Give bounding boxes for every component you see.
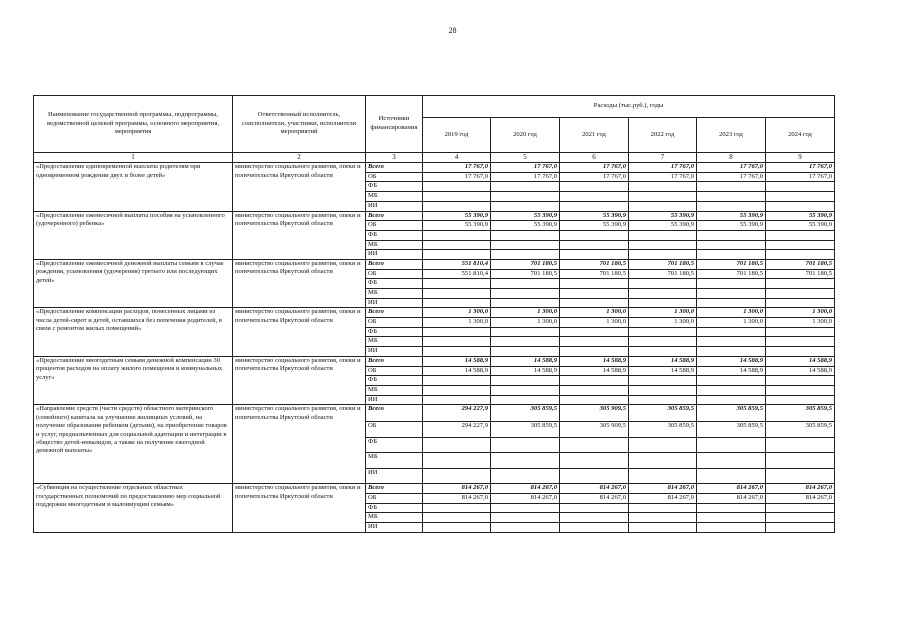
expense-value — [697, 376, 766, 386]
funding-source: МБ — [366, 289, 423, 299]
expense-value — [423, 469, 491, 484]
funding-source: ОБ — [366, 421, 423, 437]
funding-source: МБ — [366, 240, 423, 250]
expense-value: 551 810,4 — [423, 259, 491, 269]
expense-value — [629, 513, 697, 523]
column-number: 8 — [697, 153, 766, 163]
expense-value: 701 180,5 — [560, 259, 629, 269]
header-year: 2024 год — [766, 118, 835, 153]
expense-value: 14 588,9 — [491, 356, 560, 366]
expense-value: 814 267,0 — [491, 484, 560, 494]
expense-value — [766, 240, 835, 250]
expense-value — [560, 240, 629, 250]
expense-value — [423, 347, 491, 357]
expense-value: 701 180,5 — [629, 259, 697, 269]
expense-value — [560, 347, 629, 357]
funding-source: ФБ — [366, 182, 423, 192]
table-row — [34, 484, 835, 494]
expense-value: 701 180,5 — [491, 259, 560, 269]
expense-value: 55 390,9 — [766, 221, 835, 231]
expense-value — [491, 250, 560, 260]
funding-source: ИИ — [366, 347, 423, 357]
header-year: 2022 год — [629, 118, 697, 153]
expense-value — [629, 201, 697, 211]
expense-value: 14 588,9 — [560, 356, 629, 366]
expense-value — [560, 385, 629, 395]
expense-value — [629, 523, 697, 533]
funding-source: ОБ — [366, 172, 423, 182]
table-row — [34, 308, 835, 318]
expense-value: 14 588,9 — [766, 356, 835, 366]
expense-value — [697, 201, 766, 211]
expense-value — [629, 395, 697, 405]
expense-value — [491, 437, 560, 452]
expense-value — [491, 298, 560, 308]
expense-value — [697, 279, 766, 289]
expense-value — [697, 250, 766, 260]
table-row — [34, 211, 835, 221]
expense-value — [560, 289, 629, 299]
expense-value: 305 859,5 — [629, 421, 697, 437]
expense-value — [766, 513, 835, 523]
expense-value — [697, 503, 766, 513]
expense-value: 14 588,9 — [491, 366, 560, 376]
expense-value: 14 588,9 — [423, 366, 491, 376]
table-body — [34, 163, 835, 533]
expense-value — [560, 376, 629, 386]
expense-value — [629, 337, 697, 347]
expense-value — [629, 240, 697, 250]
expense-value: 305 859,5 — [766, 421, 835, 437]
funding-source: МБ — [366, 385, 423, 395]
expense-value: 17 767,0 — [697, 172, 766, 182]
expense-value — [560, 337, 629, 347]
funding-source: Всего — [366, 484, 423, 494]
expense-value — [560, 192, 629, 202]
expense-value — [491, 376, 560, 386]
expense-value — [491, 523, 560, 533]
expense-value — [423, 503, 491, 513]
expense-value: 17 767,0 — [629, 163, 697, 173]
expense-value — [491, 230, 560, 240]
expense-value: 701 180,5 — [491, 269, 560, 279]
expense-value: 1 300,0 — [629, 318, 697, 328]
funding-source: ИИ — [366, 523, 423, 533]
expense-value — [697, 523, 766, 533]
expense-value — [629, 279, 697, 289]
expense-value: 814 267,0 — [697, 484, 766, 494]
expense-value — [491, 240, 560, 250]
expense-value — [629, 385, 697, 395]
expense-value — [560, 469, 629, 484]
expense-value: 814 267,0 — [629, 494, 697, 504]
expense-value — [423, 192, 491, 202]
expense-value: 17 767,0 — [560, 172, 629, 182]
expense-value: 14 588,9 — [697, 356, 766, 366]
expense-value: 17 767,0 — [491, 163, 560, 173]
funding-source: МБ — [366, 337, 423, 347]
expense-value: 17 767,0 — [491, 172, 560, 182]
funding-source: Всего — [366, 211, 423, 221]
expense-value — [423, 385, 491, 395]
expense-value — [423, 513, 491, 523]
measure-name: «Предоставление многодетным семьям денежной компенсации 30 процентов расходов на оплату жилого помещения и коммунальных услуг» — [34, 356, 233, 404]
expense-value — [491, 289, 560, 299]
expense-value — [766, 395, 835, 405]
expense-value — [697, 327, 766, 337]
measure-executor: министерство социального развития, опеки и попечительства Иркутской области — [233, 163, 366, 211]
header-expenses: Расходы (тыс.руб.), годы — [423, 96, 835, 118]
funding-source: ОБ — [366, 366, 423, 376]
funding-source: ИИ — [366, 250, 423, 260]
measure-executor: министерство социального развития, опеки и попечительства Иркутской области — [233, 356, 366, 404]
program-expenses-table — [33, 95, 835, 533]
column-number: 3 — [366, 153, 423, 163]
expense-value — [766, 503, 835, 513]
table-row — [34, 356, 835, 366]
expense-value: 1 300,0 — [560, 318, 629, 328]
expense-value — [423, 395, 491, 405]
expense-value — [423, 327, 491, 337]
expense-value: 1 300,0 — [560, 308, 629, 318]
expense-value: 1 300,0 — [423, 318, 491, 328]
measure-executor: министерство социального развития, опеки и попечительства Иркутской области — [233, 405, 366, 484]
expense-value — [697, 513, 766, 523]
expense-value: 1 300,0 — [491, 318, 560, 328]
funding-source: Всего — [366, 308, 423, 318]
expense-value — [491, 513, 560, 523]
expense-value: 55 390,9 — [423, 221, 491, 231]
expense-value — [629, 437, 697, 452]
expense-value — [766, 192, 835, 202]
expense-value: 14 588,9 — [629, 356, 697, 366]
expense-value — [423, 337, 491, 347]
expense-value: 814 267,0 — [423, 494, 491, 504]
expense-value — [423, 298, 491, 308]
expense-value: 701 180,5 — [766, 269, 835, 279]
expense-value — [560, 452, 629, 468]
expense-value — [491, 385, 560, 395]
column-number: 6 — [560, 153, 629, 163]
expense-value — [560, 327, 629, 337]
expense-value: 1 300,0 — [697, 318, 766, 328]
expense-value: 1 300,0 — [629, 308, 697, 318]
expense-value — [766, 376, 835, 386]
funding-source: ФБ — [366, 437, 423, 452]
expense-value: 17 767,0 — [766, 172, 835, 182]
expense-value: 14 588,9 — [423, 356, 491, 366]
header-sources: Источники финансирования — [366, 96, 423, 153]
expense-value: 17 767,0 — [423, 163, 491, 173]
expense-value — [629, 376, 697, 386]
expense-value — [766, 182, 835, 192]
expense-value — [560, 503, 629, 513]
expense-value — [697, 289, 766, 299]
expense-value — [491, 503, 560, 513]
measure-name: «Направление средств (части средств) областного материнского (семейного) капитала на улучшение жилищных условий, на получение образования ребенком (детьми), на приобретение товаров и услуг, предназначенных для социальной адаптации и интеграции в общество детей-инвалидов, а также на получение ежегодной денежной выплаты» — [34, 405, 233, 484]
expense-value — [766, 523, 835, 533]
funding-source: ФБ — [366, 503, 423, 513]
expense-value — [697, 469, 766, 484]
funding-source: ФБ — [366, 230, 423, 240]
expense-value — [629, 298, 697, 308]
funding-source: ИИ — [366, 298, 423, 308]
funding-source: ФБ — [366, 279, 423, 289]
expense-value — [697, 385, 766, 395]
expense-value — [423, 523, 491, 533]
expense-value: 14 588,9 — [560, 366, 629, 376]
expense-value — [491, 469, 560, 484]
expense-value — [766, 469, 835, 484]
measure-name: «Предоставление ежемесячной денежной выплаты семьям в случае рождения, усыновления (удочерения) третьего или последующих детей» — [34, 259, 233, 307]
funding-source: ФБ — [366, 376, 423, 386]
expense-value: 14 588,9 — [697, 366, 766, 376]
column-number: 5 — [491, 153, 560, 163]
funding-source: ИИ — [366, 395, 423, 405]
expense-value: 1 300,0 — [766, 308, 835, 318]
expense-value: 305 909,5 — [560, 405, 629, 421]
expense-value — [423, 201, 491, 211]
expense-value — [766, 230, 835, 240]
expense-value — [697, 230, 766, 240]
funding-source: Всего — [366, 405, 423, 421]
funding-source: ОБ — [366, 269, 423, 279]
expense-value: 1 300,0 — [423, 308, 491, 318]
expense-value — [560, 182, 629, 192]
table-row — [34, 405, 835, 421]
expense-value: 17 767,0 — [697, 163, 766, 173]
expense-value: 701 180,5 — [697, 269, 766, 279]
expense-value — [491, 279, 560, 289]
expense-value: 814 267,0 — [697, 494, 766, 504]
expense-value: 17 767,0 — [560, 163, 629, 173]
header-year: 2020 год — [491, 118, 560, 153]
funding-source: ФБ — [366, 327, 423, 337]
expense-value: 55 390,9 — [491, 221, 560, 231]
header-executor: Ответственный исполнитель, соисполнители, участники, исполнители мероприятий — [233, 96, 366, 153]
header-year: 2023 год — [697, 118, 766, 153]
expense-value — [629, 452, 697, 468]
measure-name: «Предоставление компенсации расходов, понесенных лицами из числа детей-сирот и детей, оставшихся без попечения родителей, в связи с ремонтом жилых помещений» — [34, 308, 233, 356]
expense-value — [560, 279, 629, 289]
expense-value: 14 588,9 — [766, 366, 835, 376]
expense-value — [560, 250, 629, 260]
expense-value: 814 267,0 — [766, 484, 835, 494]
expense-value — [697, 437, 766, 452]
funding-source: МБ — [366, 513, 423, 523]
measure-executor: министерство социального развития, опеки и попечительства Иркутской области — [233, 259, 366, 307]
funding-source: Всего — [366, 356, 423, 366]
expense-value — [491, 337, 560, 347]
expense-value: 814 267,0 — [560, 484, 629, 494]
column-number: 4 — [423, 153, 491, 163]
expense-value — [560, 395, 629, 405]
funding-source: ИИ — [366, 469, 423, 484]
expense-value: 701 180,5 — [766, 259, 835, 269]
page-number: 28 — [448, 26, 457, 35]
expense-value — [491, 192, 560, 202]
measure-executor: министерство социального развития, опеки и попечительства Иркутской области — [233, 308, 366, 356]
expense-value — [423, 452, 491, 468]
expense-value — [560, 298, 629, 308]
expense-value — [629, 192, 697, 202]
expense-value: 55 390,9 — [766, 211, 835, 221]
expense-value — [491, 395, 560, 405]
expense-value: 701 180,5 — [560, 269, 629, 279]
expense-value: 17 767,0 — [766, 163, 835, 173]
expense-value: 305 909,5 — [560, 421, 629, 437]
expense-value: 701 180,5 — [629, 269, 697, 279]
expense-value: 294 227,9 — [423, 405, 491, 421]
expense-value — [560, 523, 629, 533]
expense-value — [491, 327, 560, 337]
expense-value: 305 859,5 — [491, 421, 560, 437]
expense-value: 17 767,0 — [423, 172, 491, 182]
expense-value: 701 180,5 — [697, 259, 766, 269]
expense-value: 305 859,5 — [766, 405, 835, 421]
expense-value — [629, 289, 697, 299]
funding-source: ОБ — [366, 221, 423, 231]
expense-value — [766, 250, 835, 260]
header-year: 2019 год — [423, 118, 491, 153]
expense-value — [766, 347, 835, 357]
column-number: 2 — [233, 153, 366, 163]
expense-value — [766, 437, 835, 452]
expense-value — [766, 337, 835, 347]
expense-value — [697, 347, 766, 357]
table-row — [34, 163, 835, 173]
expense-value — [560, 437, 629, 452]
expense-value: 55 390,9 — [560, 221, 629, 231]
expense-value — [697, 240, 766, 250]
measure-name: «Субвенция на осуществление отдельных областных государственных полномочий по предоставлению мер социальной поддержки многодетным и малоимущим семьям» — [34, 484, 233, 533]
table-row — [34, 259, 835, 269]
expense-value: 55 390,9 — [560, 211, 629, 221]
expense-value: 1 300,0 — [491, 308, 560, 318]
expense-value — [697, 182, 766, 192]
expense-value — [423, 250, 491, 260]
expense-value — [629, 503, 697, 513]
funding-source: ИИ — [366, 201, 423, 211]
expense-value — [423, 437, 491, 452]
column-number: 9 — [766, 153, 835, 163]
expense-value — [560, 513, 629, 523]
funding-source: ОБ — [366, 494, 423, 504]
expense-value: 17 767,0 — [629, 172, 697, 182]
column-number: 1 — [34, 153, 233, 163]
expense-value — [766, 385, 835, 395]
expense-value — [423, 240, 491, 250]
expense-value: 305 859,5 — [697, 405, 766, 421]
expense-value — [766, 327, 835, 337]
expense-value — [491, 347, 560, 357]
expense-value: 55 390,9 — [697, 221, 766, 231]
expense-value — [629, 327, 697, 337]
expense-value — [629, 182, 697, 192]
expense-value: 294 227,9 — [423, 421, 491, 437]
expense-value — [697, 395, 766, 405]
expense-value — [697, 192, 766, 202]
expense-value: 814 267,0 — [423, 484, 491, 494]
funding-source: Всего — [366, 259, 423, 269]
measure-name: «Предоставление единовременной выплаты родителям при одновременном рождении двух и более детей» — [34, 163, 233, 211]
expense-value — [766, 452, 835, 468]
expense-value: 55 390,9 — [697, 211, 766, 221]
funding-source: МБ — [366, 452, 423, 468]
expense-value — [423, 230, 491, 240]
expense-value: 55 390,9 — [423, 211, 491, 221]
expense-value — [697, 298, 766, 308]
expense-value — [423, 376, 491, 386]
expense-value: 305 859,5 — [629, 405, 697, 421]
expense-value — [766, 201, 835, 211]
expense-value — [423, 182, 491, 192]
header-name: Наименование государственной программы, подпрограммы, ведомственной целевой программы, основного мероприятия, мероприятия — [34, 96, 233, 153]
expense-value — [423, 289, 491, 299]
expense-value — [560, 230, 629, 240]
expense-value — [766, 279, 835, 289]
funding-source: ОБ — [366, 318, 423, 328]
expense-value: 55 390,9 — [491, 211, 560, 221]
expense-value: 14 588,9 — [629, 366, 697, 376]
expense-value — [629, 230, 697, 240]
expense-value — [629, 347, 697, 357]
expense-value: 814 267,0 — [766, 494, 835, 504]
expense-value — [491, 182, 560, 192]
expense-value — [629, 469, 697, 484]
expense-value — [697, 452, 766, 468]
expense-value — [491, 201, 560, 211]
header-year: 2021 год — [560, 118, 629, 153]
column-number: 7 — [629, 153, 697, 163]
expense-value — [766, 289, 835, 299]
expense-value — [423, 279, 491, 289]
expense-value: 1 300,0 — [697, 308, 766, 318]
expense-value: 305 859,5 — [697, 421, 766, 437]
expense-value: 814 267,0 — [629, 484, 697, 494]
expense-value: 55 390,9 — [629, 221, 697, 231]
measure-executor: министерство социального развития, опеки и попечительства Иркутской области — [233, 211, 366, 259]
expense-value: 551 810,4 — [423, 269, 491, 279]
measure-name: «Предоставление ежемесячной выплаты пособия на усыновленного (удочеренного) ребенка» — [34, 211, 233, 259]
expense-value: 305 859,5 — [491, 405, 560, 421]
expense-value: 814 267,0 — [560, 494, 629, 504]
expense-value: 814 267,0 — [491, 494, 560, 504]
expense-value — [629, 250, 697, 260]
expense-value — [697, 337, 766, 347]
funding-source: МБ — [366, 192, 423, 202]
expense-value — [766, 298, 835, 308]
expense-value: 1 300,0 — [766, 318, 835, 328]
funding-source: Всего — [366, 163, 423, 173]
expense-value — [560, 201, 629, 211]
expense-value — [491, 452, 560, 468]
expense-value: 55 390,9 — [629, 211, 697, 221]
measure-executor: министерство социального развития, опеки и попечительства Иркутской области — [233, 484, 366, 533]
